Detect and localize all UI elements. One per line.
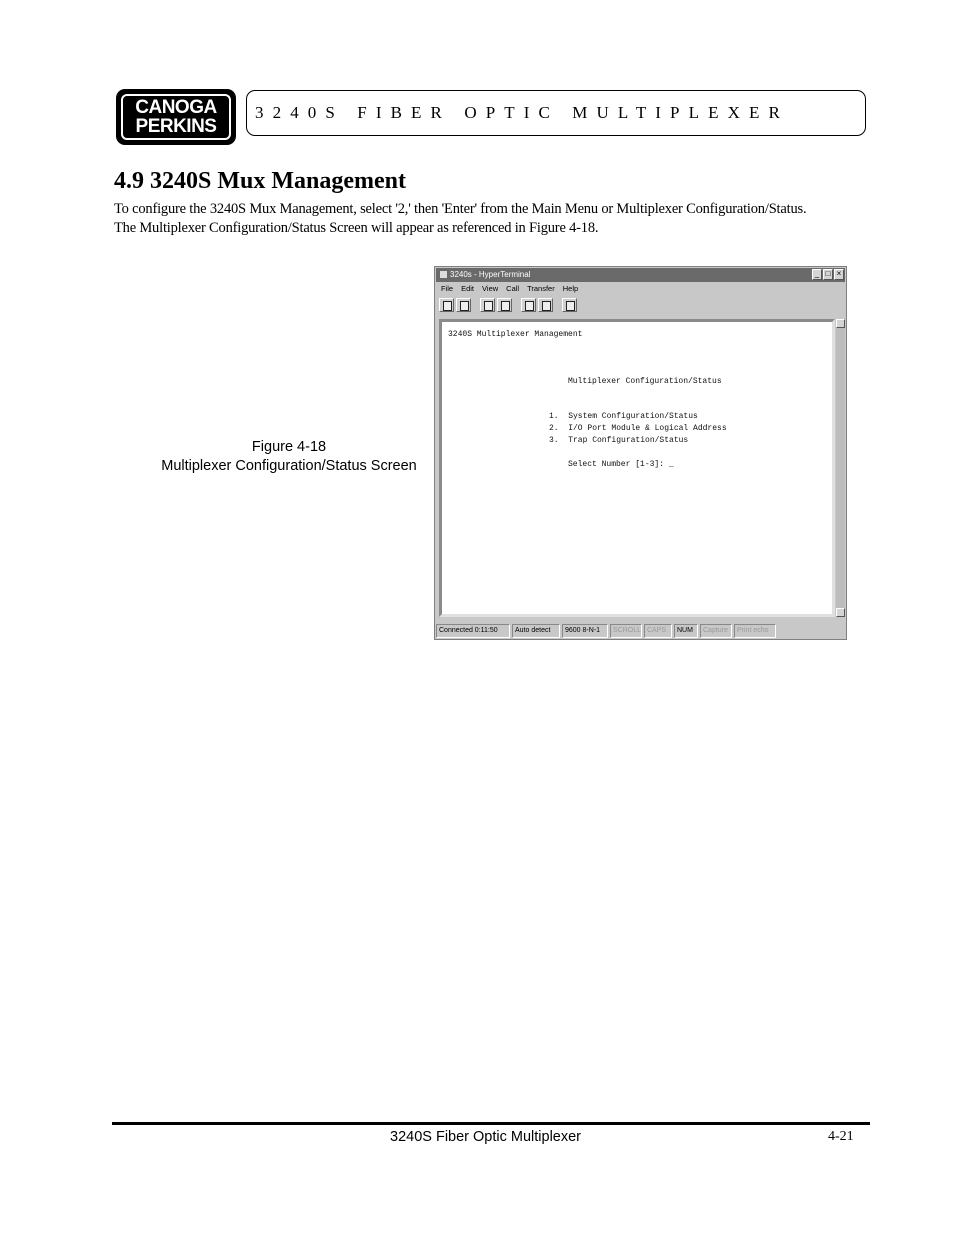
hyperterminal-window — [434, 266, 847, 640]
product-banner — [246, 90, 866, 136]
footer-title: 3240S Fiber Optic Multiplexer — [390, 1129, 581, 1145]
window-controls — [812, 269, 844, 280]
terminal-prompt: Select Number [1-3]: _ — [568, 460, 674, 469]
scroll-down-icon[interactable] — [836, 608, 845, 617]
menu-edit[interactable]: Edit — [461, 284, 475, 293]
window-title: 3240s - HyperTerminal — [450, 270, 531, 279]
disconnect-icon[interactable] — [497, 298, 512, 312]
receive-file-icon[interactable] — [538, 298, 553, 312]
terminal-screen-title: Multiplexer Configuration/Status — [568, 377, 722, 386]
send-file-icon[interactable] — [521, 298, 536, 312]
status-baud: 9600 8-N-1 — [562, 624, 608, 638]
status-capture: Capture — [700, 624, 732, 638]
maximize-button[interactable]: □ — [823, 269, 833, 280]
figure-number: Figure 4-18 — [251, 439, 327, 455]
terminal-option-3: 3. Trap Configuration/Status — [549, 436, 689, 445]
product-banner-text: 3240S FIBER OPTIC MULTIPLEXER — [255, 103, 789, 122]
figure-description: Multiplexer Configuration/Status Screen — [161, 458, 417, 474]
terminal-heading: 3240S Multiplexer Management — [448, 330, 583, 339]
logo-line-perkins: PERKINS — [135, 116, 217, 137]
menu-file[interactable]: File — [441, 284, 454, 293]
new-file-icon[interactable] — [439, 298, 454, 312]
scroll-up-icon[interactable] — [836, 319, 845, 328]
menu-bar — [437, 283, 844, 295]
properties-icon[interactable] — [562, 298, 577, 312]
toolbar — [439, 297, 842, 313]
logo-line-canoga: CANOGA — [135, 97, 217, 118]
status-connected: Connected 0:11:50 — [436, 624, 510, 638]
minimize-button[interactable]: _ — [812, 269, 822, 280]
status-detect: Auto detect — [512, 624, 560, 638]
terminal-screen[interactable] — [439, 319, 835, 617]
connect-icon[interactable] — [480, 298, 495, 312]
open-file-icon[interactable] — [456, 298, 471, 312]
section-title: 4.9 3240S Mux Management — [114, 168, 406, 194]
status-print-echo: Print echo — [734, 624, 776, 638]
canoga-perkins-logo — [116, 89, 236, 145]
app-icon — [440, 271, 447, 278]
close-button[interactable]: × — [834, 269, 844, 280]
intro-line-1: To configure the 3240S Mux Management, select '2,' then 'Enter' from the Main Menu or Multiplexer Configuration/Status. — [114, 201, 807, 217]
figure-caption — [150, 438, 428, 476]
vertical-scrollbar[interactable] — [836, 319, 845, 617]
footer-rule — [112, 1122, 870, 1125]
terminal-option-2: 2. I/O Port Module & Logical Address — [549, 424, 727, 433]
status-bar — [436, 624, 845, 638]
intro-paragraph — [114, 200, 874, 238]
menu-help[interactable]: Help — [562, 284, 579, 293]
menu-transfer[interactable]: Transfer — [527, 284, 555, 293]
terminal-option-1: 1. System Configuration/Status — [549, 412, 698, 421]
status-scroll: SCROLL — [610, 624, 642, 638]
menu-call[interactable]: Call — [506, 284, 520, 293]
logo-frame — [121, 94, 231, 140]
intro-line-2: The Multiplexer Configuration/Status Screen will appear as referenced in Figure 4-18. — [114, 220, 599, 236]
window-titlebar[interactable] — [436, 268, 845, 282]
page-number: 4-21 — [828, 1129, 854, 1144]
status-caps: CAPS — [644, 624, 672, 638]
menu-view[interactable]: View — [482, 284, 499, 293]
status-num: NUM — [674, 624, 698, 638]
